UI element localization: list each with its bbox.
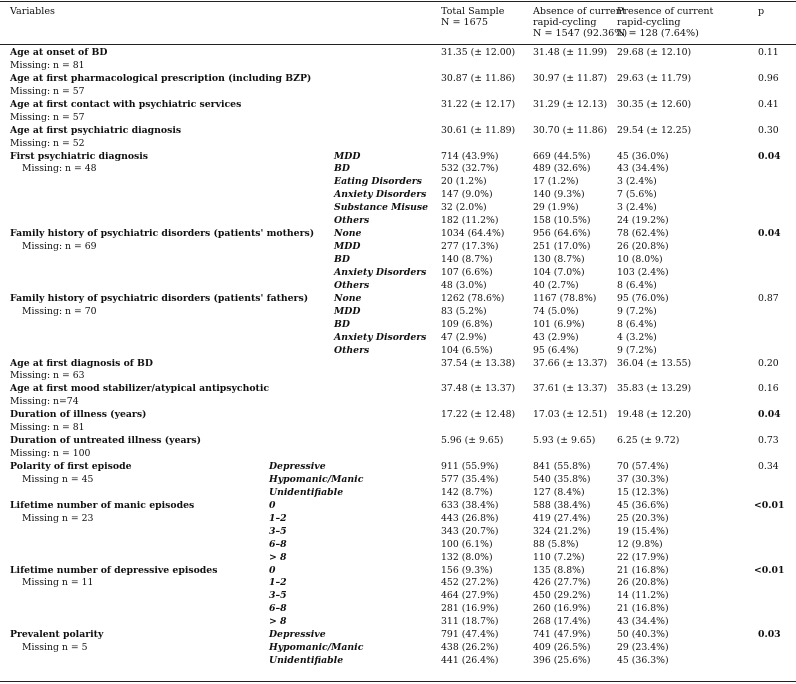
presence-rapid-cycling-value: 30.35 (± 12.60) xyxy=(617,98,692,110)
presence-rapid-cycling-value: 8 (6.4%) xyxy=(617,279,657,291)
table-row xyxy=(0,552,796,565)
total-sample-value: 30.87 (± 11.86) xyxy=(441,72,516,84)
presence-rapid-cycling-value: 45 (36.6%) xyxy=(617,499,669,511)
header-presence-line3: N = 128 (7.64%) xyxy=(617,28,699,39)
absence-rapid-cycling-value: 95 (6.4%) xyxy=(533,344,579,356)
header-total-line2: N = 1675 xyxy=(441,17,488,28)
header-total-sample xyxy=(441,6,504,28)
category-label: 1–2 xyxy=(269,512,287,524)
category-label: MDD xyxy=(334,241,361,253)
presence-rapid-cycling-value: 78 (62.4%) xyxy=(617,228,669,240)
absence-rapid-cycling-value: 104 (7.0%) xyxy=(533,266,585,278)
p-value: 0.04 xyxy=(758,228,781,240)
variable-label: Age at first contact with psychiatric services xyxy=(10,98,242,110)
missing-count: Missing: n = 57 xyxy=(10,85,85,97)
category-label: BD xyxy=(334,254,350,265)
missing-count: Missing: n = 70 xyxy=(22,305,97,317)
absence-rapid-cycling-value: 158 (10.5%) xyxy=(533,215,591,227)
total-sample-value: 140 (8.7%) xyxy=(441,254,493,265)
absence-rapid-cycling-value: 74 (5.0%) xyxy=(533,305,579,317)
table-bottom-rule xyxy=(0,681,796,682)
p-value: 0.41 xyxy=(758,98,779,110)
absence-rapid-cycling-value: 88 (5.8%) xyxy=(533,538,579,550)
presence-rapid-cycling-value: 29 (23.4%) xyxy=(617,642,669,654)
table-row xyxy=(0,215,796,228)
absence-rapid-cycling-value: 489 (32.6%) xyxy=(533,163,591,175)
table-row xyxy=(0,332,796,345)
absence-rapid-cycling-value: 140 (9.3%) xyxy=(533,189,585,201)
absence-rapid-cycling-value: 268 (17.4%) xyxy=(533,616,591,628)
total-sample-value: 464 (27.9%) xyxy=(441,590,499,602)
table-row xyxy=(0,306,796,319)
absence-rapid-cycling-value: 419 (27.4%) xyxy=(533,512,591,524)
total-sample-value: 30.61 (± 11.89) xyxy=(441,124,516,136)
category-label: 6–8 xyxy=(269,603,287,615)
header-variables-label: Variables xyxy=(10,6,55,17)
variable-label: Age at first mood stabilizer/atypical antipsychotic xyxy=(10,383,270,395)
presence-rapid-cycling-value: 43 (34.4%) xyxy=(617,616,669,628)
total-sample-value: 147 (9.0%) xyxy=(441,189,493,201)
missing-count: Missing: n = 57 xyxy=(10,111,85,123)
table-row xyxy=(0,280,796,293)
absence-rapid-cycling-value: 588 (38.4%) xyxy=(533,499,591,511)
category-label: 6–8 xyxy=(269,538,287,550)
presence-rapid-cycling-value: 19 (15.4%) xyxy=(617,525,669,537)
table-row xyxy=(0,138,796,151)
p-value: 0.03 xyxy=(758,629,781,641)
absence-rapid-cycling-value: 130 (8.7%) xyxy=(533,254,585,265)
category-label: Unidentifiable xyxy=(269,486,344,498)
absence-rapid-cycling-value: 37.66 (± 13.37) xyxy=(533,357,608,369)
category-label: Anxiety Disorders xyxy=(334,331,427,343)
table-row xyxy=(0,228,796,241)
category-label: Eating Disorders xyxy=(334,176,422,188)
absence-rapid-cycling-value: 841 (55.8%) xyxy=(533,461,591,472)
category-label: Anxiety Disorders xyxy=(334,189,427,201)
variable-label: Age at onset of BD xyxy=(10,47,108,58)
table-row xyxy=(0,474,796,487)
total-sample-value: 156 (9.3%) xyxy=(441,564,493,576)
absence-rapid-cycling-value: 30.70 (± 11.86) xyxy=(533,124,608,136)
p-value: 0.73 xyxy=(758,435,779,447)
p-value: 0.87 xyxy=(758,292,779,304)
total-sample-value: 17.22 (± 12.48) xyxy=(441,409,516,421)
header-absence-line1: Absence of current xyxy=(533,6,626,17)
category-label: > 8 xyxy=(269,551,287,563)
presence-rapid-cycling-value: 12 (9.8%) xyxy=(617,538,663,550)
absence-rapid-cycling-value: 40 (2.7%) xyxy=(533,279,579,291)
table-top-rule xyxy=(0,1,796,2)
category-label: Others xyxy=(334,344,370,356)
absence-rapid-cycling-value: 31.29 (± 12.13) xyxy=(533,98,608,110)
presence-rapid-cycling-value: 43 (34.4%) xyxy=(617,163,669,175)
header-absence xyxy=(533,6,627,39)
total-sample-value: 443 (26.8%) xyxy=(441,512,499,524)
absence-rapid-cycling-value: 127 (8.4%) xyxy=(533,486,585,498)
table-row xyxy=(0,409,796,422)
table-row xyxy=(0,383,796,396)
presence-rapid-cycling-value: 26 (20.8%) xyxy=(617,577,669,589)
category-label: Anxiety Disorders xyxy=(334,266,427,278)
table-row xyxy=(0,86,796,99)
total-sample-value: 37.48 (± 13.37) xyxy=(441,383,516,395)
missing-count: Missing n = 11 xyxy=(22,577,94,589)
presence-rapid-cycling-value: 10 (8.0%) xyxy=(617,254,663,265)
total-sample-value: 104 (6.5%) xyxy=(441,344,493,356)
absence-rapid-cycling-value: 956 (64.6%) xyxy=(533,228,591,240)
variable-label: First psychiatric diagnosis xyxy=(10,150,149,162)
category-label: BD xyxy=(334,318,350,330)
total-sample-value: 5.96 (± 9.65) xyxy=(441,435,504,447)
p-value: <0.01 xyxy=(754,564,785,576)
absence-rapid-cycling-value: 251 (17.0%) xyxy=(533,241,591,253)
p-value: 0.11 xyxy=(758,47,779,58)
table-header-rule xyxy=(0,44,796,45)
table-row xyxy=(0,202,796,215)
category-label: 3–5 xyxy=(269,525,287,537)
table-row xyxy=(0,151,796,164)
presence-rapid-cycling-value: 3 (2.4%) xyxy=(617,176,657,188)
total-sample-value: 791 (47.4%) xyxy=(441,629,499,641)
total-sample-value: 20 (1.2%) xyxy=(441,176,487,188)
absence-rapid-cycling-value: 260 (16.9%) xyxy=(533,603,591,615)
p-value: 0.34 xyxy=(758,461,779,472)
presence-rapid-cycling-value: 19.48 (± 12.20) xyxy=(617,409,692,421)
missing-count: Missing: n = 63 xyxy=(10,370,85,382)
total-sample-value: 441 (26.4%) xyxy=(441,655,499,667)
table-row xyxy=(0,500,796,513)
table-row xyxy=(0,370,796,383)
header-presence-line2: rapid-cycling xyxy=(617,17,681,28)
missing-count: Missing: n=74 xyxy=(10,396,79,408)
p-value: 0.16 xyxy=(758,383,779,395)
total-sample-value: 343 (20.7%) xyxy=(441,525,499,537)
absence-rapid-cycling-value: 101 (6.9%) xyxy=(533,318,585,330)
absence-rapid-cycling-value: 37.61 (± 13.37) xyxy=(533,383,608,395)
table-row xyxy=(0,293,796,306)
table-body xyxy=(0,47,796,668)
table-row xyxy=(0,176,796,189)
category-label: 0 xyxy=(269,564,276,576)
category-label: Others xyxy=(334,215,370,227)
total-sample-value: 109 (6.8%) xyxy=(441,318,493,330)
total-sample-value: 47 (2.9%) xyxy=(441,331,487,343)
p-value: 0.04 xyxy=(758,150,781,162)
table-row xyxy=(0,189,796,202)
variable-label: Lifetime number of manic episodes xyxy=(10,499,195,511)
total-sample-value: 281 (16.9%) xyxy=(441,603,499,615)
variable-label: Lifetime number of depressive episodes xyxy=(10,564,218,576)
missing-count: Missing: n = 69 xyxy=(22,241,97,253)
presence-rapid-cycling-value: 25 (20.3%) xyxy=(617,512,669,524)
absence-rapid-cycling-value: 110 (7.2%) xyxy=(533,551,585,563)
header-presence-line1: Presence of current xyxy=(617,6,714,17)
absence-rapid-cycling-value: 450 (29.2%) xyxy=(533,590,591,602)
category-label: Unidentifiable xyxy=(269,655,344,667)
table-row xyxy=(0,590,796,603)
table-row xyxy=(0,577,796,590)
presence-rapid-cycling-value: 36.04 (± 13.55) xyxy=(617,357,692,369)
table-row xyxy=(0,60,796,73)
table-row xyxy=(0,47,796,60)
table-row xyxy=(0,603,796,616)
presence-rapid-cycling-value: 15 (12.3%) xyxy=(617,486,669,498)
table-row xyxy=(0,73,796,86)
presence-rapid-cycling-value: 103 (2.4%) xyxy=(617,266,669,278)
presence-rapid-cycling-value: 29.54 (± 12.25) xyxy=(617,124,692,136)
total-sample-value: 532 (32.7%) xyxy=(441,163,499,175)
absence-rapid-cycling-value: 409 (26.5%) xyxy=(533,642,591,654)
presence-rapid-cycling-value: 50 (40.3%) xyxy=(617,629,669,641)
variable-label: Age at first psychiatric diagnosis xyxy=(10,124,182,136)
p-value: 0.04 xyxy=(758,409,781,421)
absence-rapid-cycling-value: 17 (1.2%) xyxy=(533,176,579,188)
presence-rapid-cycling-value: 6.25 (± 9.72) xyxy=(617,435,680,447)
total-sample-value: 911 (55.9%) xyxy=(441,461,499,472)
table-row xyxy=(0,267,796,280)
table-row xyxy=(0,422,796,435)
p-value: 0.30 xyxy=(758,124,779,136)
absence-rapid-cycling-value: 426 (27.7%) xyxy=(533,577,591,589)
variable-label: Polarity of first episode xyxy=(10,461,132,472)
total-sample-value: 37.54 (± 13.38) xyxy=(441,357,516,369)
variable-label: Family history of psychiatric disorders (patients' mothers) xyxy=(10,228,315,240)
presence-rapid-cycling-value: 45 (36.3%) xyxy=(617,655,669,667)
header-absence-line2: rapid-cycling xyxy=(533,17,597,28)
presence-rapid-cycling-value: 29.63 (± 11.79) xyxy=(617,72,692,84)
table-row xyxy=(0,461,796,474)
presence-rapid-cycling-value: 3 (2.4%) xyxy=(617,202,657,214)
presence-rapid-cycling-value: 14 (11.2%) xyxy=(617,590,669,602)
category-label: None xyxy=(334,292,362,304)
category-label: Hypomanic/Manic xyxy=(269,473,364,485)
presence-rapid-cycling-value: 29.68 (± 12.10) xyxy=(617,47,692,58)
header-absence-line3: N = 1547 (92.36%) xyxy=(533,28,628,39)
table-row xyxy=(0,539,796,552)
presence-rapid-cycling-value: 4 (3.2%) xyxy=(617,331,657,343)
absence-rapid-cycling-value: 1167 (78.8%) xyxy=(533,292,597,304)
total-sample-value: 311 (18.7%) xyxy=(441,616,499,628)
total-sample-value: 438 (26.2%) xyxy=(441,642,499,654)
presence-rapid-cycling-value: 26 (20.8%) xyxy=(617,241,669,253)
variable-label: Family history of psychiatric disorders (patients' fathers) xyxy=(10,292,309,304)
header-variables xyxy=(10,6,55,17)
missing-count: Missing: n = 52 xyxy=(10,137,85,149)
category-label: MDD xyxy=(334,150,361,162)
absence-rapid-cycling-value: 5.93 (± 9.65) xyxy=(533,435,596,447)
total-sample-value: 107 (6.6%) xyxy=(441,266,493,278)
absence-rapid-cycling-value: 29 (1.9%) xyxy=(533,202,579,214)
category-label: Depressive xyxy=(269,629,326,641)
category-label: Others xyxy=(334,279,370,291)
absence-rapid-cycling-value: 43 (2.9%) xyxy=(533,331,579,343)
category-label: MDD xyxy=(334,305,361,317)
absence-rapid-cycling-value: 31.48 (± 11.99) xyxy=(533,47,608,58)
table-row xyxy=(0,616,796,629)
category-label: > 8 xyxy=(269,616,287,628)
presence-rapid-cycling-value: 9 (7.2%) xyxy=(617,344,657,356)
p-value: 0.20 xyxy=(758,357,779,369)
category-label: BD xyxy=(334,163,350,175)
category-label: 3–5 xyxy=(269,590,287,602)
variable-label: Age at first diagnosis of BD xyxy=(10,357,153,369)
table-row xyxy=(0,319,796,332)
total-sample-value: 142 (8.7%) xyxy=(441,486,493,498)
table-row xyxy=(0,448,796,461)
total-sample-value: 31.22 (± 12.17) xyxy=(441,98,516,110)
absence-rapid-cycling-value: 30.97 (± 11.87) xyxy=(533,72,608,84)
table-row xyxy=(0,254,796,267)
absence-rapid-cycling-value: 669 (44.5%) xyxy=(533,150,591,162)
missing-count: Missing: n = 81 xyxy=(10,422,85,434)
total-sample-value: 83 (5.2%) xyxy=(441,305,487,317)
missing-count: Missing n = 5 xyxy=(22,642,88,654)
variable-label: Age at first pharmacological prescription (including BZP) xyxy=(10,72,312,84)
header-p-label: p xyxy=(758,6,765,17)
presence-rapid-cycling-value: 35.83 (± 13.29) xyxy=(617,383,692,395)
absence-rapid-cycling-value: 540 (35.8%) xyxy=(533,473,591,485)
header-total-line1: Total Sample xyxy=(441,6,505,17)
table-row xyxy=(0,163,796,176)
presence-rapid-cycling-value: 37 (30.3%) xyxy=(617,473,669,485)
total-sample-value: 182 (11.2%) xyxy=(441,215,499,227)
table-row xyxy=(0,396,796,409)
missing-count: Missing: n = 81 xyxy=(10,59,85,71)
total-sample-value: 633 (38.4%) xyxy=(441,499,499,511)
total-sample-value: 1034 (64.4%) xyxy=(441,228,505,240)
header-presence xyxy=(617,6,713,39)
total-sample-value: 277 (17.3%) xyxy=(441,241,499,253)
table-row xyxy=(0,112,796,125)
table-row xyxy=(0,655,796,668)
table-row xyxy=(0,565,796,578)
presence-rapid-cycling-value: 8 (6.4%) xyxy=(617,318,657,330)
table-row xyxy=(0,241,796,254)
table-row xyxy=(0,125,796,138)
presence-rapid-cycling-value: 7 (5.6%) xyxy=(617,189,657,201)
table-row xyxy=(0,358,796,371)
presence-rapid-cycling-value: 21 (16.8%) xyxy=(617,564,669,576)
header-p xyxy=(758,6,764,17)
total-sample-value: 31.35 (± 12.00) xyxy=(441,47,516,58)
variable-label: Duration of untreated illness (years) xyxy=(10,435,202,447)
table-row xyxy=(0,99,796,112)
missing-count: Missing n = 23 xyxy=(22,512,94,524)
total-sample-value: 100 (6.1%) xyxy=(441,538,493,550)
variable-label: Duration of illness (years) xyxy=(10,409,147,421)
absence-rapid-cycling-value: 396 (25.6%) xyxy=(533,655,591,667)
total-sample-value: 32 (2.0%) xyxy=(441,202,487,214)
missing-count: Missing n = 45 xyxy=(22,473,94,485)
presence-rapid-cycling-value: 45 (36.0%) xyxy=(617,150,669,162)
absence-rapid-cycling-value: 135 (8.8%) xyxy=(533,564,585,576)
category-label: 0 xyxy=(269,499,276,511)
presence-rapid-cycling-value: 21 (16.8%) xyxy=(617,603,669,615)
total-sample-value: 452 (27.2%) xyxy=(441,577,499,589)
table-row xyxy=(0,642,796,655)
presence-rapid-cycling-value: 22 (17.9%) xyxy=(617,551,669,563)
category-label: Substance Misuse xyxy=(334,202,429,214)
total-sample-value: 1262 (78.6%) xyxy=(441,292,505,304)
presence-rapid-cycling-value: 95 (76.0%) xyxy=(617,292,669,304)
presence-rapid-cycling-value: 70 (57.4%) xyxy=(617,461,669,472)
absence-rapid-cycling-value: 741 (47.9%) xyxy=(533,629,591,641)
table-row xyxy=(0,345,796,358)
p-value: 0.96 xyxy=(758,72,779,84)
table-row xyxy=(0,435,796,448)
category-label: 1–2 xyxy=(269,577,287,589)
table-row xyxy=(0,629,796,642)
presence-rapid-cycling-value: 24 (19.2%) xyxy=(617,215,669,227)
total-sample-value: 48 (3.0%) xyxy=(441,279,487,291)
total-sample-value: 577 (35.4%) xyxy=(441,473,499,485)
absence-rapid-cycling-value: 17.03 (± 12.51) xyxy=(533,409,608,421)
category-label: Hypomanic/Manic xyxy=(269,642,364,654)
presence-rapid-cycling-value: 9 (7.2%) xyxy=(617,305,657,317)
total-sample-value: 132 (8.0%) xyxy=(441,551,493,563)
total-sample-value: 714 (43.9%) xyxy=(441,150,499,162)
category-label: Depressive xyxy=(269,461,326,472)
table-row xyxy=(0,513,796,526)
table-row xyxy=(0,487,796,500)
missing-count: Missing: n = 48 xyxy=(22,163,97,175)
table-row xyxy=(0,526,796,539)
missing-count: Missing: n = 100 xyxy=(10,448,91,460)
absence-rapid-cycling-value: 324 (21.2%) xyxy=(533,525,591,537)
variable-label: Prevalent polarity xyxy=(10,629,104,641)
category-label: None xyxy=(334,228,362,240)
p-value: <0.01 xyxy=(754,499,785,511)
